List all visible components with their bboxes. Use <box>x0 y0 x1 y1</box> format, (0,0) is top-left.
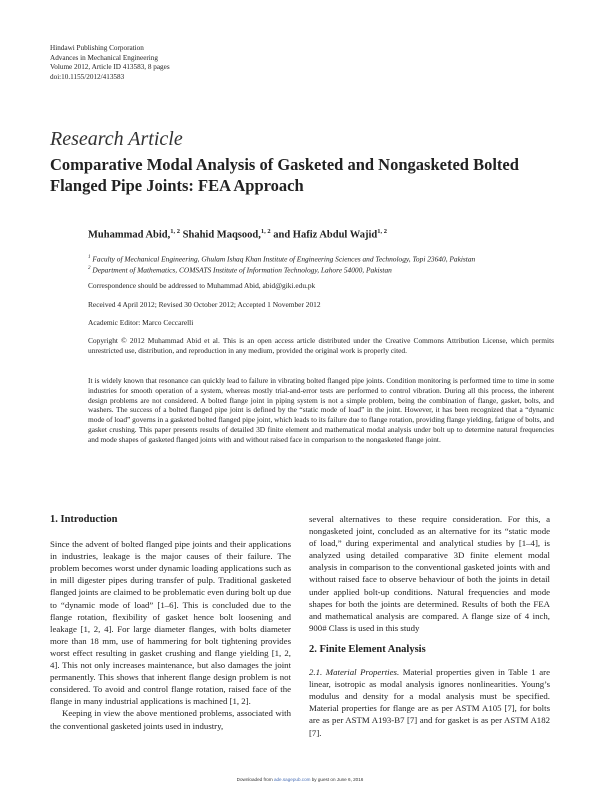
affiliations <box>88 253 554 276</box>
affiliation-text: Faculty of Mechanical Engineering, Ghulam Ishaq Khan Institute of Engineering Sciences and Technology, Topi 23640, Pakistan <box>92 254 476 264</box>
body-paragraph: Keeping in view the above mentioned problems, associated with the conventional gasketed joints used in industry, <box>50 708 291 731</box>
author-name: Hafiz Abdul Wajid <box>292 229 378 241</box>
affiliation-number: 2 <box>88 266 91 272</box>
affiliation-number: 1 <box>88 255 91 260</box>
section-heading-introduction: 1. Introduction <box>50 514 118 525</box>
subsection-text: Material properties given in Table 1 are linear, isotropic as modal analysis ignores nonlinearities. Young’s modulus and density for a modal analysis must be specified. Material properties for flange are as per ASTM A105 [7], for bolts are as per ASTM A193-B7 [7] and for gasket is as per ASTM A182 [7]. <box>309 667 550 738</box>
author-affil-marks: 1, 2 <box>170 228 181 235</box>
author-name: Shahid Maqsood, <box>182 229 261 241</box>
article-type: Research Article <box>50 128 183 150</box>
affiliation-text: Department of Mathematics, COMSATS Institute of Information Technology, Lahore 54000, Pakistan <box>92 265 392 275</box>
author-affil-marks: 1, 2 <box>377 228 387 235</box>
footer-prefix: Downloaded from <box>236 777 274 782</box>
author-list <box>88 228 387 241</box>
affiliation <box>88 264 554 275</box>
footer-link[interactable]: ade.sagepub.com <box>273 777 311 782</box>
body-paragraph: several alternatives to these require consideration. For this, a nongasketed joint, concluded as an alternative for its “static mode of load,” during experimental and analytical studies by [1–4], is analyzed using detailed comparative 3D finite element modal analysis in comparison to the conventional gasketed joints with and without raised face to observe behaviour of both the joints in detail under applied bolt-up conditions. Natural frequencies and mode shapes for both the joints are determined. Results of both the FEA and mathematical analysis are compared. A flange size of 4 inch, 900# Class is used in this study <box>309 514 550 633</box>
copyright-notice: Copyright © 2012 Muhammad Abid et al. This is an open access article distributed under the Creative Commons Attribution License, which permits unrestricted use, distribution, and reproduction in any medium, provided the original work is properly cited. <box>88 336 554 355</box>
publisher: Hindawi Publishing Corporation <box>50 44 144 52</box>
correspondence: Correspondence should be addressed to Muhammad Abid, abid@giki.edu.pk <box>88 281 316 290</box>
abstract: It is widely known that resonance can quickly lead to failure in vibrating bolted flanged pipe joints. Condition monitoring is performed time to time in some industries for smooth operation of a system, whereas mostly trial-and-error tests are performed to control vibration. During all this process, the inherent design problems are not considered. A bolted flange joint in piping system is not a simple problem, being the combination of flange, gasket, bolts, and washers. The success of a bolted flanged pipe joint is defined by the “static mode of load” in the joint. However, it has been recognized that a “dynamic mode of load” governs in a gasketed bolted flanged pipe joint, which leads to its failure due to flange rotation, providing flange yielding, fatigue of bolts, and gasket crushing. This paper presents results of detailed 3D finite element and mathematical modal analysis under bolt up to determine natural frequencies and mode shapes of gasketed flanged joints with and without raised face in comparison to the nongasketed flange joint. <box>88 376 554 444</box>
author-separator: and <box>270 229 293 241</box>
academic-editor: Academic Editor: Marco Ceccarelli <box>88 318 194 327</box>
author-affil-marks: 1, 2 <box>260 228 271 235</box>
body-paragraph <box>309 666 550 739</box>
doi[interactable]: doi:10.1155/2012/413583 <box>50 72 125 81</box>
body-paragraph: Since the advent of bolted flanged pipe joints and their applications in industries, leakage is the major causes of their failure. The problem becomes worst under dynamic loading applications such as in mill digester pipes during transfer of pulp. Traditional gasketed flanged joints are claimed to be problematic even during bolt up due to “dynamic mode of load” [1–6]. This is concluded due to the flange rotation, flexibility of gasket hence bolt loosening and leakage [1, 2, 4]. For large diameter flanges, with bolts diameter more than 18 mm, use of hammering for bolt tightening provides worst effect resulting in gasket crushing and flange yielding [1, 2, 4]. This not only increases maintenance, but also damages the joint permanently. This shows that inherent flange design problem is not considered. To avoid and control flange rotation, raised face of the flange in many industrial applications is machined [1, 2]. <box>50 539 291 707</box>
paper-title: Comparative Modal Analysis of Gasketed and Nongasketed Bolted Flanged Pipe Joints: FEA Approach <box>50 155 519 195</box>
download-footer <box>0 777 600 782</box>
volume-info: Volume 2012, Article ID 413583, 8 pages <box>50 63 170 72</box>
journal-name: Advances in Mechanical Engineering <box>50 53 158 62</box>
footer-suffix: by guest on June 6, 2016 <box>310 777 364 782</box>
left-column <box>50 514 291 732</box>
affiliation <box>88 253 554 264</box>
section-heading-fea: 2. Finite Element Analysis <box>309 643 426 655</box>
journal-header <box>50 44 170 82</box>
subsection-lead: 2.1. Material Properties. <box>309 667 400 678</box>
author-name: Muhammad Abid, <box>88 229 171 241</box>
right-column <box>309 513 550 739</box>
history-dates: Received 4 April 2012; Revised 30 October 2012; Accepted 1 November 2012 <box>88 300 321 309</box>
